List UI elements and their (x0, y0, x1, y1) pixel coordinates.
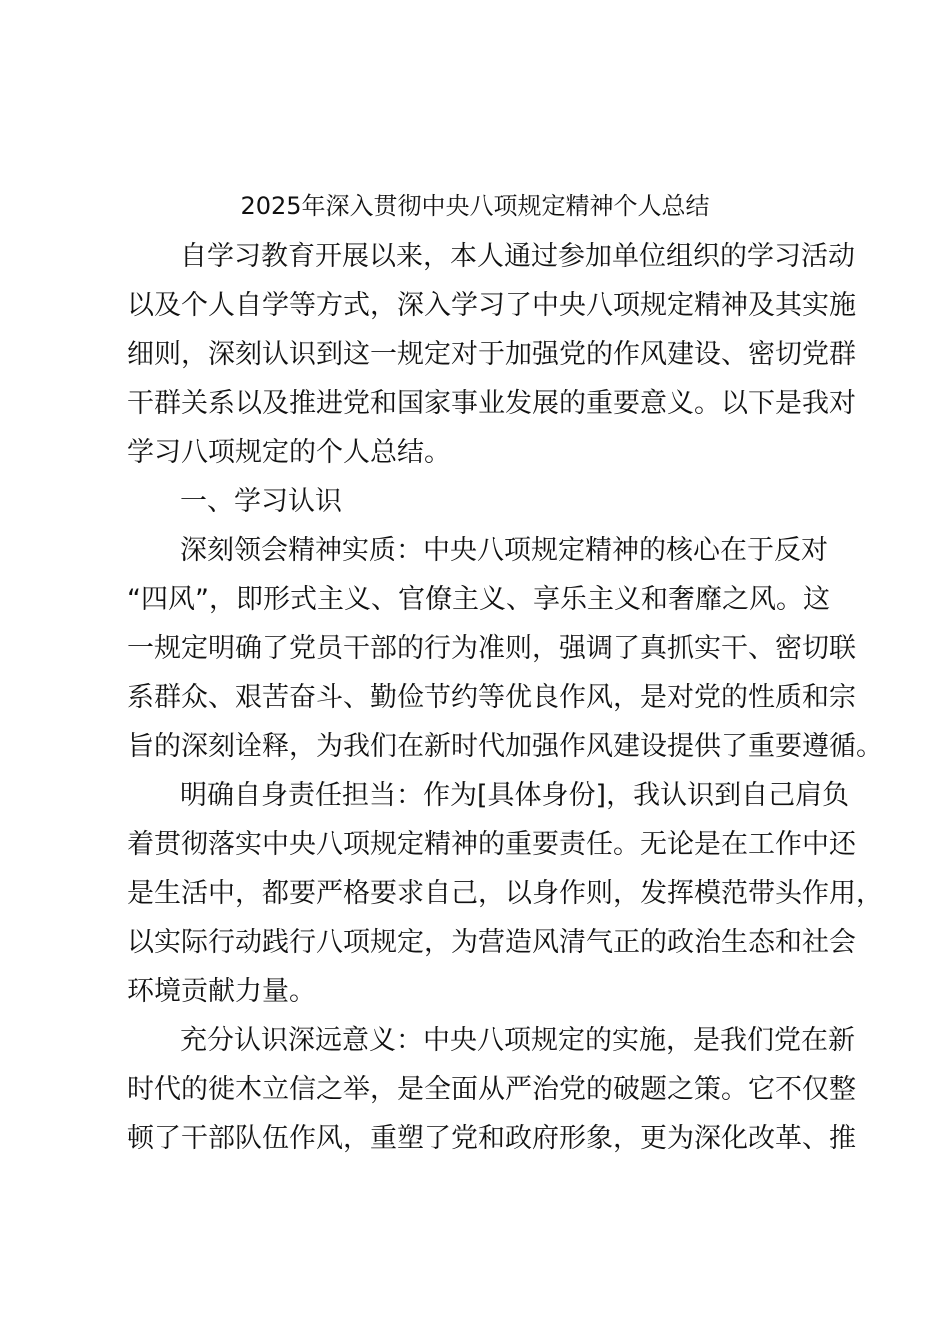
paragraph-line: 自学习教育开展以来，本人通过参加单位组织的学习活动 (180, 241, 855, 272)
paragraph-line: 深刻领会精神实质：中央八项规定精神的核心在于反对 (180, 535, 828, 566)
paragraph-line: 旨的深刻诠释，为我们在新时代加强作风建设提供了重要遵循。 (127, 731, 883, 762)
document-body (127, 232, 883, 1163)
paragraph-line: 明确自身责任担当：作为[具体身份]，我认识到自己肩负 (180, 780, 850, 811)
paragraph-line: 顿了干部队伍作风，重塑了党和政府形象，更为深化改革、推 (127, 1123, 856, 1154)
paragraph-line: 一规定明确了党员干部的行为准则，强调了真抓实干、密切联 (127, 633, 856, 664)
paragraph-line: 时代的徙木立信之举，是全面从严治党的破题之策。它不仅整 (127, 1074, 856, 1105)
paragraph-line: 学习八项规定的个人总结。 (127, 437, 451, 468)
paragraph-line: 着贯彻落实中央八项规定精神的重要责任。无论是在工作中还 (127, 829, 856, 860)
section-heading: 一、学习认识 (180, 486, 342, 517)
paragraph-line: 充分认识深远意义：中央八项规定的实施，是我们党在新 (180, 1025, 855, 1056)
paragraph-line: 是生活中，都要严格要求自己，以身作则，发挥模范带头作用， (127, 878, 883, 909)
paragraph-line: 环境贡献力量。 (127, 976, 316, 1007)
paragraph-line: “四风”，即形式主义、官僚主义、享乐主义和奢靡之风。这 (127, 584, 830, 615)
paragraph-line: 系群众、艰苦奋斗、勤俭节约等优良作风，是对党的性质和宗 (127, 682, 856, 713)
paragraph-line: 以及个人自学等方式，深入学习了中央八项规定精神及其实施 (127, 290, 856, 321)
paragraph-line: 以实际行动践行八项规定，为营造风清气正的政治生态和社会 (127, 927, 856, 958)
document-title: 2025年深入贯彻中央八项规定精神个人总结 (240, 192, 710, 220)
paragraph-line: 细则，深刻认识到这一规定对于加强党的作风建设、密切党群 (127, 339, 856, 370)
paragraph-line: 干群关系以及推进党和国家事业发展的重要意义。以下是我对 (127, 388, 856, 419)
